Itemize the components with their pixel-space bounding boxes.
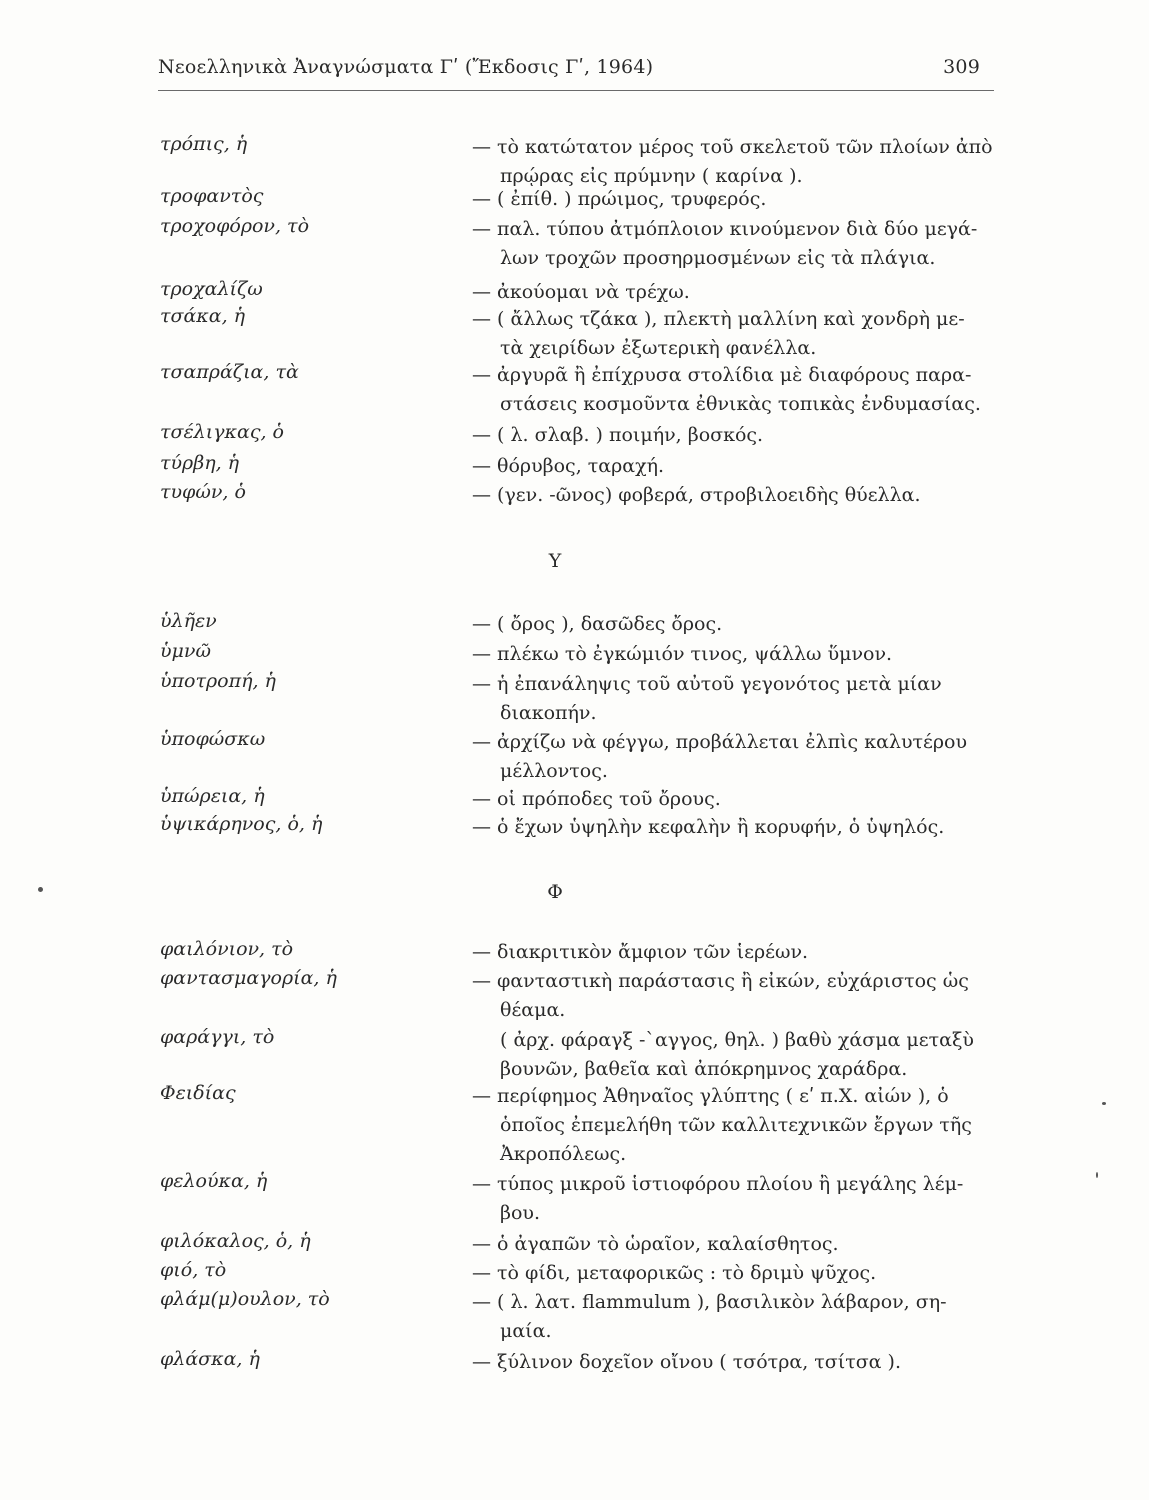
section-letter-heading: Υ [548, 550, 562, 572]
definition-line: — ( ἄλλως τζάκα ), πλεκτὴ μαλλίνη καὶ χονδρὴ με- [472, 308, 965, 330]
definition-line: βουνῶν, βαθεῖα καὶ ἀπόκρημνος χαράδρα. [500, 1058, 908, 1080]
definition-line: — ἀκούομαι νὰ τρέχω. [472, 281, 690, 303]
entry-definition [472, 1170, 1012, 1228]
entry-term: τροχαλίζω [160, 278, 263, 300]
entry-definition [472, 670, 1012, 728]
definition-line: λων τροχῶν προσηρμοσμένων εἰς τὰ πλάγια. [500, 247, 936, 269]
entry-definition [472, 610, 1012, 639]
entry-definition [472, 1230, 1012, 1259]
entry-term: ὑψικάρηνος, ὁ, ἡ [160, 813, 323, 835]
scan-speck [1096, 1172, 1098, 1178]
entry-definition [472, 1348, 1012, 1377]
entry-term: τρόπις, ἡ [160, 133, 248, 155]
entry-term: τσέλιγκας, ὁ [160, 421, 284, 443]
entry-term: τροφαντὸς [160, 185, 264, 207]
definition-line: Ἀκροπόλεως. [500, 1143, 627, 1165]
entry-term: φαντασμαγορία, ἡ [160, 967, 337, 989]
entry-term: τσαπράζια, τὰ [160, 361, 299, 383]
section-letter-heading: Φ [547, 881, 563, 903]
definition-line: — θόρυβος, ταραχή. [472, 455, 665, 477]
definition-line: βου. [500, 1202, 541, 1224]
definition-line: ( ἀρχ. φάραγξ -`αγγος, θηλ. ) βαθὺ χάσμα μεταξὺ [500, 1029, 974, 1051]
definition-line: μέλλοντος. [500, 760, 608, 782]
definition-line: — παλ. τύπου ἀτμόπλοιον κινούμενον διὰ δύο μεγά- [472, 218, 978, 240]
entry-term: τυφών, ὁ [160, 481, 246, 503]
entry-definition [472, 640, 1012, 669]
entry-definition [472, 785, 1012, 814]
entry-term: φαιλόνιον, τὸ [160, 938, 294, 960]
entry-definition [472, 481, 1012, 510]
entry-definition [472, 278, 1012, 307]
definition-line: — πλέκω τὸ ἐγκώμιόν τινος, ψάλλω ὕμνον. [472, 643, 893, 665]
entry-term: φαράγγι, τὸ [160, 1026, 275, 1048]
entry-definition [472, 1259, 1012, 1288]
entry-term: ὑμνῶ [160, 640, 211, 662]
running-header [158, 56, 992, 86]
entry-definition [472, 1288, 1012, 1346]
definition-line: — τύπος μικροῦ ἱστιοφόρου πλοίου ἢ μεγάλης λέμ- [472, 1173, 964, 1195]
entry-definition [472, 938, 1012, 967]
entry-definition [472, 728, 1012, 786]
entry-definition [472, 1082, 1012, 1169]
entry-term: τροχοφόρον, τὸ [160, 215, 310, 237]
definition-line: — ( ἐπίθ. ) πρώιμος, τρυφερός. [472, 188, 767, 210]
entry-term: ὑποφώσκω [160, 728, 266, 750]
definition-line: — διακριτικὸν ἄμφιον τῶν ἱερέων. [472, 941, 809, 963]
definition-line: τὰ χειρίδων ἐξωτερικὴ φανέλλα. [500, 337, 817, 359]
entry-term: ὑποτροπή, ἡ [160, 670, 276, 692]
definition-line: — ὁ ἀγαπῶν τὸ ὡραῖον, καλαίσθητος. [472, 1233, 839, 1255]
definition-line: — ( λ. σλαβ. ) ποιμήν, βοσκός. [472, 424, 764, 446]
definition-line: — ξύλινον δοχεῖον οἴνου ( τσότρα, τσίτσα ). [472, 1351, 902, 1373]
entry-term: φλάσκα, ἡ [160, 1348, 260, 1370]
definition-line: — φανταστικὴ παράστασις ἢ εἰκών, εὐχάριστος ὡς [472, 970, 969, 992]
header-rule [158, 90, 994, 91]
entry-term: φελούκα, ἡ [160, 1170, 268, 1192]
scan-speck [1102, 1102, 1106, 1105]
definition-line: — περίφημος Ἀθηναῖος γλύπτης ( εʹ π.Χ. αἰών ), ὁ [472, 1085, 949, 1107]
entry-definition [472, 133, 1012, 191]
definition-line: πρῴρας εἰς πρύμνην ( καρίνα ). [500, 165, 803, 187]
definition-line: — ( ὄρος ), δασῶδες ὄρος. [472, 613, 723, 635]
definition-line: — (γεν. -ῶνος) φοβερά, στροβιλοειδὴς θύελλα. [472, 484, 921, 506]
entry-definition [472, 421, 1012, 450]
definition-line: — ἀργυρᾶ ἢ ἐπίχρυσα στολίδια μὲ διαφόρους παρα- [472, 364, 972, 386]
definition-line: μαία. [500, 1320, 552, 1342]
entry-term: ὑπώρεια, ἡ [160, 785, 265, 807]
entry-definition [472, 215, 1012, 273]
definition-line: διακοπήν. [500, 702, 597, 724]
entry-term: Φειδίας [160, 1082, 236, 1104]
definition-line: — ( λ. λατ. flammulum ), βασιλικὸν λάβαρον, ση- [472, 1291, 947, 1313]
definition-line: — ὁ ἔχων ὑψηλὴν κεφαλὴν ἢ κορυφήν, ὁ ὑψηλός. [472, 816, 945, 838]
entry-term: τύρβη, ἡ [160, 452, 240, 474]
definition-line: — ἀρχίζω νὰ φέγγω, προβάλλεται ἐλπὶς καλυτέρου [472, 731, 968, 753]
book-title: Νεοελληνικὰ Ἀναγνώσματα Γʹ (Ἔκδοσις Γʹ, 1964) [158, 56, 654, 78]
entry-term: φιό, τὸ [160, 1259, 227, 1281]
definition-line: θέαμα. [500, 999, 566, 1021]
entry-term: τσάκα, ἡ [160, 305, 246, 327]
definition-line: — τὸ φίδι, μεταφορικῶς : τὸ δριμὺ ψῦχος. [472, 1262, 877, 1284]
entry-term: φιλόκαλος, ὁ, ἡ [160, 1230, 311, 1252]
definition-line: — ἡ ἐπανάληψις τοῦ αὐτοῦ γεγονότος μετὰ μίαν [472, 673, 942, 695]
definition-line: — τὸ κατώτατον μέρος τοῦ σκελετοῦ τῶν πλοίων ἀπὸ [472, 136, 993, 158]
entry-definition [472, 1026, 1012, 1084]
definition-line: ὁποῖος ἐπεμελήθη τῶν καλλιτεχνικῶν ἔργων τῆς [500, 1114, 972, 1136]
entry-definition [472, 813, 1012, 842]
scan-speck [38, 887, 43, 892]
definition-line: στάσεις κοσμοῦντα ἐθνικὰς τοπικὰς ἐνδυμασίας. [500, 393, 981, 415]
entry-term: φλάμ(μ)ουλον, τὸ [160, 1288, 330, 1310]
entry-definition [472, 185, 1012, 214]
definition-line: — οἱ πρόποδες τοῦ ὄρους. [472, 788, 721, 810]
entry-definition [472, 967, 1012, 1025]
entry-definition [472, 452, 1012, 481]
entry-definition [472, 361, 1012, 419]
entry-definition [472, 305, 1012, 363]
page-number: 309 [943, 56, 980, 78]
entry-term: ὑλῆεν [160, 610, 217, 632]
